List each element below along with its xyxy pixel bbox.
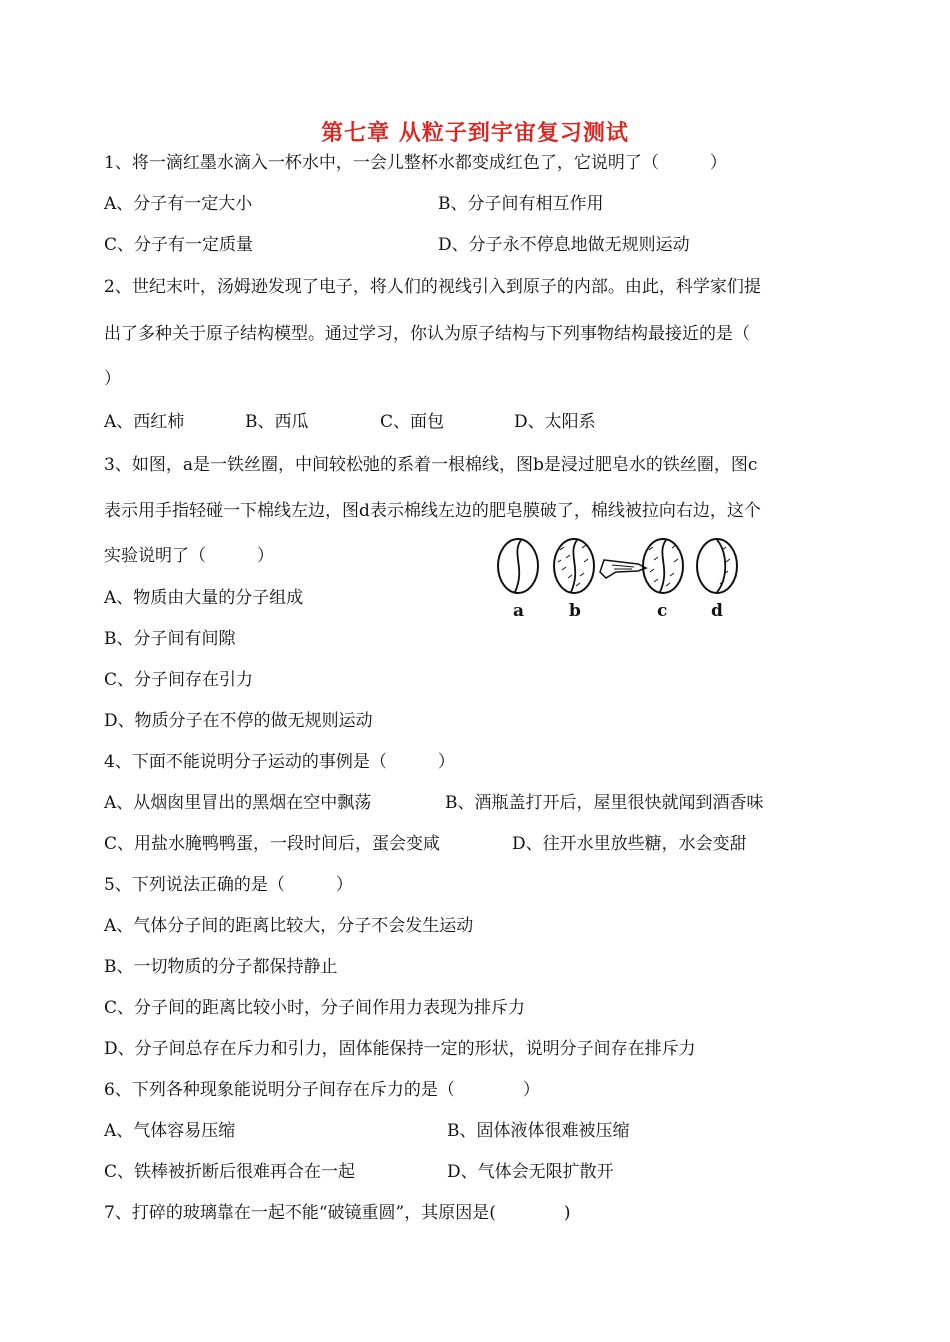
question-4-option-b: B、酒瓶盖打开后，屋里很快就闻到酒香味 <box>445 793 764 813</box>
question-3-option-b: B、分子间有间隙 <box>104 629 236 649</box>
question-4-option-a: A、从烟囱里冒出的黑烟在空中飘荡 <box>104 793 372 813</box>
question-6-stem: 6、下列各种现象能说明分子间存在斥力的是（ ） <box>104 1080 540 1100</box>
question-4-option-d: D、往开水里放些糖，水会变甜 <box>512 834 747 854</box>
wire-loop-d <box>697 539 737 593</box>
question-4-stem: 4、下面不能说明分子运动的事例是（ ） <box>104 752 455 772</box>
question-6-option-b: B、固体液体很难被压缩 <box>447 1121 630 1141</box>
thread-b <box>571 540 577 592</box>
question-3-stem-line-1: 3、如图，a是一铁丝圈，中间较松弛的系着一根棉线，图b是浸过肥皂水的铁丝圈，图c <box>104 455 758 475</box>
question-5-option-b: B、一切物质的分子都保持静止 <box>104 957 338 977</box>
question-7-stem: 7、打碎的玻璃靠在一起不能“破镜重圆”，其原因是( ) <box>104 1203 571 1223</box>
figure-label-d: d <box>711 601 723 621</box>
question-2-option-d: D、太阳系 <box>514 412 596 432</box>
thread-c <box>660 540 666 592</box>
page-title: 第七章 从粒子到宇宙复习测试 <box>321 120 629 146</box>
question-1-stem: 1、将一滴红墨水滴入一杯水中，一会儿整杯水都变成红色了，它说明了（ ） <box>104 153 727 173</box>
question-2-stem-line-1: 2、世纪末叶，汤姆逊发现了电子，将人们的视线引入到原子的内部。由此，科学家们提 <box>104 277 761 297</box>
question-3-option-c: C、分子间存在引力 <box>104 670 254 690</box>
soap-film-figure <box>488 534 738 624</box>
question-2-stem-line-3: ） <box>104 369 121 389</box>
figure-label-c: c <box>657 601 668 621</box>
figure-label-a: a <box>513 601 525 621</box>
question-5-option-a: A、气体分子间的距离比较大，分子不会发生运动 <box>104 916 474 936</box>
thread-a <box>515 540 521 592</box>
thread-d <box>717 540 725 592</box>
question-4-option-c: C、用盐水腌鸭鸭蛋，一段时间后，蛋会变咸 <box>104 834 441 854</box>
question-1-option-d: D、分子永不停息地做无规则运动 <box>438 235 690 255</box>
question-3-stem-line-3: 实验说明了（ ） <box>104 546 274 566</box>
question-2-option-c: C、面包 <box>380 412 445 432</box>
question-2-option-a: A、西红柿 <box>104 412 185 432</box>
question-5-option-d: D、分子间总存在斥力和引力，固体能保持一定的形状，说明分子间存在排斥力 <box>104 1039 696 1059</box>
question-3-option-a: A、物质由大量的分子组成 <box>104 588 304 608</box>
question-1-option-a: A、分子有一定大小 <box>104 194 253 214</box>
question-1-option-b: B、分子间有相互作用 <box>438 194 604 214</box>
question-5-stem: 5、下列说法正确的是（ ） <box>104 875 353 895</box>
question-5-option-c: C、分子间的距离比较小时，分子间作用力表现为排斥力 <box>104 998 526 1018</box>
question-2-option-b: B、西瓜 <box>245 412 309 432</box>
question-2-stem-line-2: 出了多种关于原子结构模型。通过学习，你认为原子结构与下列事物结构最接近的是（ <box>104 324 750 344</box>
question-3-stem-line-2: 表示用手指轻碰一下棉线左边，图d表示棉线左边的肥皂膜破了，棉线被拉向右边，这个 <box>104 501 761 521</box>
question-6-option-a: A、气体容易压缩 <box>104 1121 236 1141</box>
question-1-option-c: C、分子有一定质量 <box>104 235 254 255</box>
question-6-option-c: C、铁棒被折断后很难再合在一起 <box>104 1162 356 1182</box>
figure-label-b: b <box>569 601 581 621</box>
question-6-option-d: D、气体会无限扩散开 <box>447 1162 614 1182</box>
question-3-option-d: D、物质分子在不停的做无规则运动 <box>104 711 373 731</box>
